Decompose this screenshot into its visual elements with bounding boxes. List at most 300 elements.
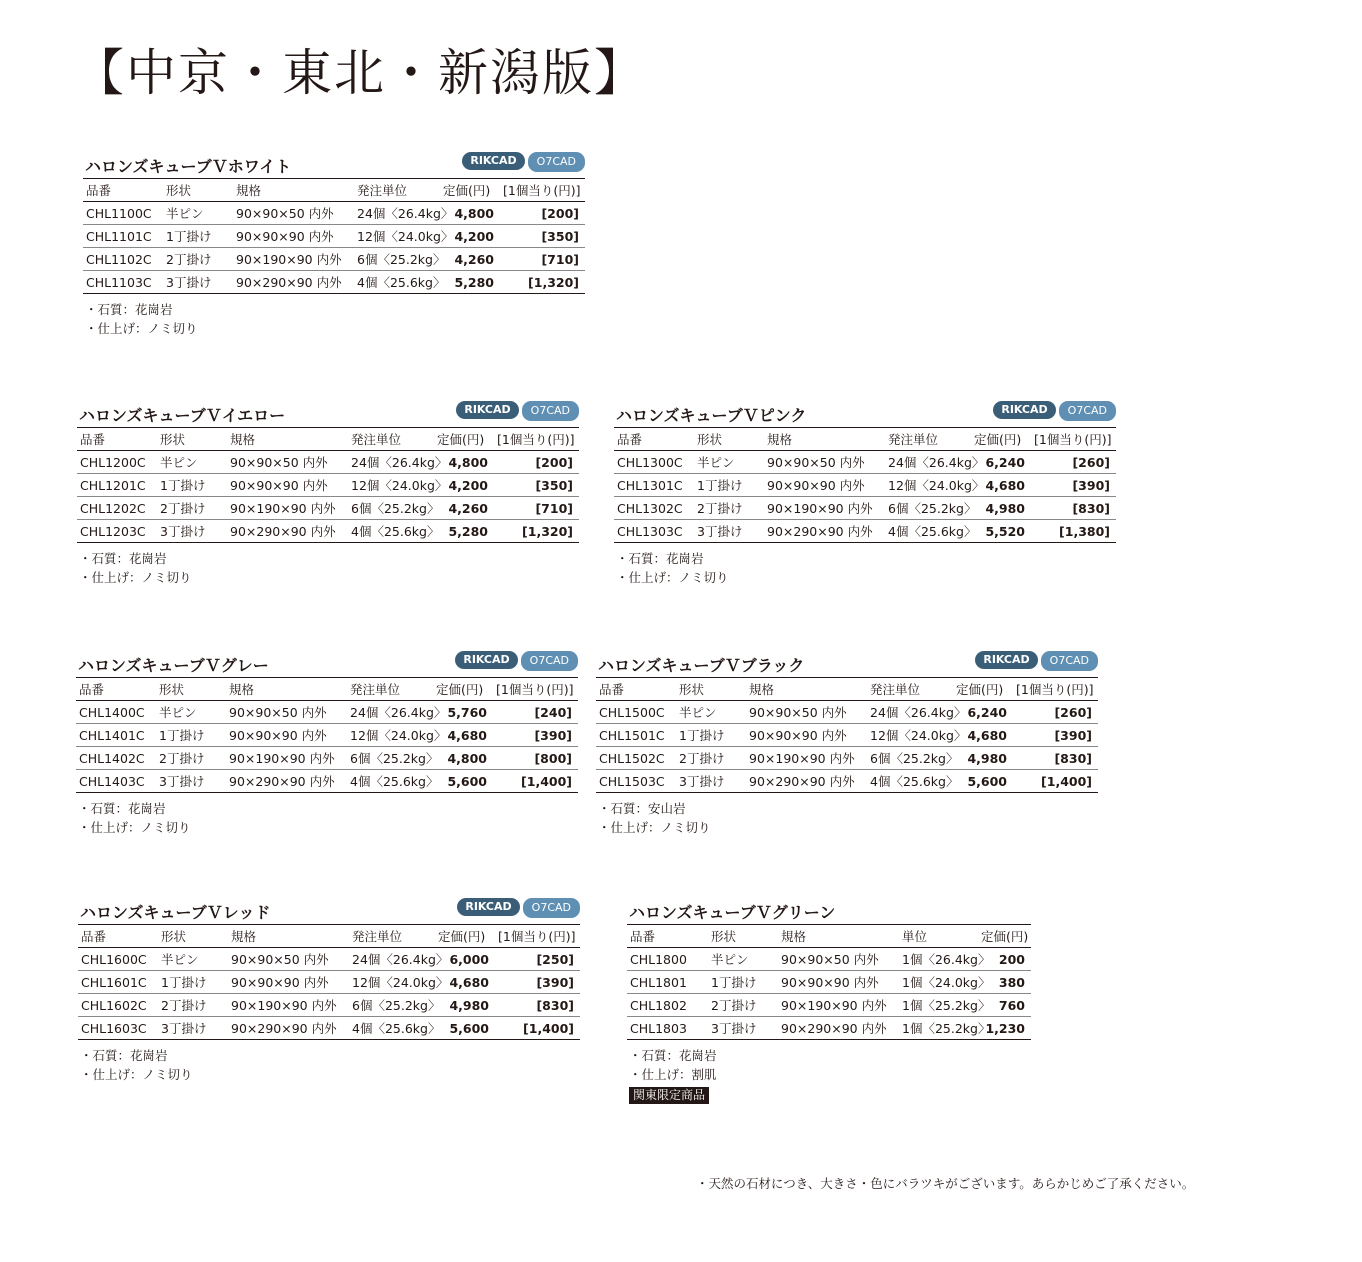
- cell-spec: 90×290×90 内外: [231, 1021, 337, 1036]
- cell-shape: 半ピン: [676, 701, 746, 724]
- product-block-red: [78, 896, 580, 1084]
- header-per-piece: [1個当り(円)]: [500, 179, 585, 202]
- cell-per-piece: [390]: [495, 971, 580, 994]
- cell-shape: 1丁掛け: [158, 971, 228, 994]
- cell-price: 4,800: [440, 202, 500, 225]
- header-shape: 形状: [156, 678, 226, 701]
- header-spec: 規格: [764, 428, 885, 451]
- table-row: [614, 474, 1116, 497]
- cell-shape: 3丁掛け: [161, 1021, 207, 1036]
- table-row: [76, 747, 578, 770]
- cell-price: 5,600: [447, 773, 487, 789]
- cell-price: 5,760: [433, 701, 493, 724]
- o7cad-badge[interactable]: O7CAD: [521, 651, 578, 671]
- table-row: [77, 451, 579, 474]
- footer-note: ・天然の石材につき、大きさ・色にバラツキがございます。あらかじめご了承ください。: [696, 1176, 1195, 1191]
- block-header: [77, 399, 579, 427]
- rikcad-badge[interactable]: RIKCAD: [457, 898, 519, 916]
- block-header: [83, 150, 585, 178]
- cell-unit: 12個〈24.0kg〉: [867, 724, 953, 747]
- header-spec: 規格: [746, 678, 867, 701]
- rikcad-badge[interactable]: RIKCAD: [455, 651, 517, 669]
- cell-code: CHL1600C: [78, 948, 158, 971]
- cell-shape: 3丁掛け: [679, 774, 725, 789]
- cell-per-piece: [260]: [1013, 701, 1098, 724]
- cell-spec: 90×190×90 内外: [226, 747, 347, 770]
- cell-spec: 90×90×50 内外: [746, 701, 867, 724]
- o7cad-badge[interactable]: O7CAD: [522, 401, 579, 421]
- cell-spec: 90×190×90 内外: [227, 497, 348, 520]
- cell-price: 6,000: [435, 948, 495, 971]
- cell-per-piece: [240]: [493, 701, 578, 724]
- cell-per-piece: [1,400]: [523, 1020, 574, 1036]
- cell-unit: 12個〈24.0kg〉: [354, 225, 440, 248]
- table-row: [78, 971, 580, 994]
- cell-price: 4,260: [434, 497, 494, 520]
- product-note: ・石質：花崗岩: [85, 302, 173, 317]
- cell-price: 4,800: [434, 451, 494, 474]
- cell-unit: 24個〈26.4kg〉: [347, 701, 433, 724]
- table-row: [627, 994, 1031, 1017]
- cell-shape: 2丁掛け: [156, 747, 226, 770]
- cell-shape: 2丁掛け: [708, 994, 778, 1017]
- product-title: ハロンズキューブＶグリーン: [629, 903, 836, 922]
- cell-price: 380: [978, 971, 1031, 994]
- cell-shape: 3丁掛け: [166, 275, 212, 290]
- cell-price: 6,240: [971, 451, 1031, 474]
- header-code: 品番: [596, 678, 676, 701]
- cell-shape: 3丁掛け: [160, 524, 206, 539]
- product-title: ハロンズキューブＶブラック: [598, 656, 805, 675]
- cell-code: CHL1103C: [86, 274, 152, 290]
- cell-unit: 12個〈24.0kg〉: [885, 474, 971, 497]
- product-note: ・仕上げ：ノミ切り: [78, 820, 191, 835]
- product-notes: [83, 300, 585, 338]
- product-title: ハロンズキューブＶピンク: [616, 406, 807, 425]
- cell-unit: 1個〈25.2kg〉: [902, 1021, 991, 1036]
- product-notes: [78, 1046, 580, 1084]
- cell-unit: 12個〈24.0kg〉: [349, 971, 435, 994]
- rikcad-badge[interactable]: RIKCAD: [462, 152, 524, 170]
- cell-price: 5,280: [448, 523, 488, 539]
- table-row: [77, 520, 579, 543]
- cell-shape: 1丁掛け: [676, 724, 746, 747]
- cell-price: 4,980: [435, 994, 495, 1017]
- cell-spec: 90×90×50 内外: [228, 948, 349, 971]
- cell-code: CHL1500C: [596, 701, 676, 724]
- cell-unit: 4個〈25.6kg〉: [351, 524, 440, 539]
- cell-spec: 90×190×90 内外: [228, 994, 349, 1017]
- header-price: 定価(円): [434, 428, 494, 451]
- spec-table: [77, 427, 579, 543]
- region-limited-tag: 関東限定商品: [629, 1087, 709, 1104]
- header-shape: 形状: [676, 678, 746, 701]
- cell-unit: 4個〈25.6kg〉: [888, 524, 977, 539]
- product-notes: [77, 549, 579, 587]
- header-price: 定価(円): [953, 678, 1013, 701]
- cell-shape: 2丁掛け: [694, 497, 764, 520]
- cell-price: 4,980: [953, 747, 1013, 770]
- product-note: ・石質：花崗岩: [80, 1048, 168, 1063]
- cell-price: 4,680: [971, 474, 1031, 497]
- cell-per-piece: [830]: [495, 994, 580, 1017]
- cell-price: 4,680: [953, 724, 1013, 747]
- cell-spec: 90×90×50 内外: [778, 948, 899, 971]
- cell-code: CHL1202C: [77, 497, 157, 520]
- cell-spec: 90×290×90 内外: [781, 1021, 887, 1036]
- product-block-pink: [614, 399, 1116, 587]
- cell-spec: 90×190×90 内外: [233, 248, 354, 271]
- cell-spec: 90×90×50 内外: [227, 451, 348, 474]
- cell-spec: 90×190×90 内外: [746, 747, 867, 770]
- table-row: [77, 474, 579, 497]
- cell-spec: 90×90×50 内外: [764, 451, 885, 474]
- header-code: 品番: [76, 678, 156, 701]
- table-row: [78, 994, 580, 1017]
- product-note: ・石質：花崗岩: [78, 801, 166, 816]
- cell-unit: 6個〈25.2kg〉: [885, 497, 971, 520]
- cell-unit: 24個〈26.4kg〉: [885, 451, 971, 474]
- cell-price: 200: [978, 948, 1031, 971]
- cell-unit: 1個〈26.4kg〉: [899, 948, 978, 971]
- table-row: [83, 271, 585, 294]
- cell-code: CHL1802: [627, 994, 708, 1017]
- cell-price: 4,200: [440, 225, 500, 248]
- cell-spec: 90×90×90 内外: [746, 724, 867, 747]
- product-note: ・仕上げ：ノミ切り: [85, 321, 198, 336]
- cell-spec: 90×90×90 内外: [778, 971, 899, 994]
- cell-shape: 2丁掛け: [158, 994, 228, 1017]
- cell-price: 5,280: [454, 274, 494, 290]
- cell-shape: 2丁掛け: [163, 248, 233, 271]
- cell-code: CHL1501C: [596, 724, 676, 747]
- page-title: 【中京・東北・新潟版】: [74, 44, 646, 102]
- cell-code: CHL1400C: [76, 701, 156, 724]
- rikcad-badge[interactable]: RIKCAD: [993, 401, 1055, 419]
- table-row: [596, 724, 1098, 747]
- cell-code: CHL1602C: [78, 994, 158, 1017]
- table-row: [78, 1017, 580, 1040]
- cell-spec: 90×90×50 内外: [233, 202, 354, 225]
- product-notes: [627, 1046, 1031, 1104]
- cell-price: 1,230: [985, 1020, 1025, 1036]
- cad-badges: [455, 651, 578, 671]
- header-code: 品番: [83, 179, 163, 202]
- cell-code: CHL1800: [627, 948, 708, 971]
- cell-per-piece: [710]: [494, 497, 579, 520]
- header-price: 定価(円): [433, 678, 493, 701]
- product-notes: [596, 799, 1098, 837]
- cell-spec: 90×190×90 内外: [778, 994, 899, 1017]
- cell-per-piece: [200]: [494, 451, 579, 474]
- header-code: 品番: [77, 428, 157, 451]
- cell-shape: 1丁掛け: [708, 971, 778, 994]
- header-code: 品番: [614, 428, 694, 451]
- cad-badges: [456, 401, 579, 421]
- header-code: 品番: [78, 925, 158, 948]
- cell-unit: 6個〈25.2kg〉: [349, 994, 435, 1017]
- cell-code: CHL1102C: [83, 248, 163, 271]
- product-block-green: [627, 896, 1031, 1104]
- cell-per-piece: [710]: [500, 248, 585, 271]
- cell-per-piece: [830]: [1031, 497, 1116, 520]
- product-note: ・石質：安山岩: [598, 801, 686, 816]
- cell-code: CHL1403C: [79, 773, 145, 789]
- product-title: ハロンズキューブＶグレー: [78, 656, 269, 675]
- cell-per-piece: [350]: [494, 474, 579, 497]
- header-spec: 規格: [227, 428, 348, 451]
- cell-shape: 1丁掛け: [163, 225, 233, 248]
- table-row: [614, 451, 1116, 474]
- block-header: [614, 399, 1116, 427]
- table-row: [76, 724, 578, 747]
- cell-spec: 90×290×90 内外: [230, 524, 336, 539]
- cell-price: 4,800: [433, 747, 493, 770]
- cell-price: 4,200: [434, 474, 494, 497]
- cell-price: 4,980: [971, 497, 1031, 520]
- cell-unit: 12個〈24.0kg〉: [348, 474, 434, 497]
- table-row: [83, 248, 585, 271]
- cell-code: CHL1300C: [614, 451, 694, 474]
- table-header-row: [614, 428, 1116, 451]
- table-row: [627, 971, 1031, 994]
- cell-spec: 90×290×90 内外: [229, 774, 335, 789]
- cell-per-piece: [1,320]: [522, 523, 573, 539]
- cell-per-piece: [350]: [500, 225, 585, 248]
- cell-unit: 12個〈24.0kg〉: [347, 724, 433, 747]
- table-row: [614, 520, 1116, 543]
- cell-unit: 24個〈26.4kg〉: [348, 451, 434, 474]
- product-note: ・石質：花崗岩: [616, 551, 704, 566]
- o7cad-badge[interactable]: O7CAD: [523, 898, 580, 918]
- cell-price: 4,680: [433, 724, 493, 747]
- product-notes: [76, 799, 578, 837]
- cell-spec: 90×290×90 内外: [236, 275, 342, 290]
- header-per-piece: [1個当り(円)]: [495, 925, 580, 948]
- cell-shape: 2丁掛け: [157, 497, 227, 520]
- header-code: 品番: [627, 925, 708, 948]
- cell-code: CHL1200C: [77, 451, 157, 474]
- cell-shape: 1丁掛け: [156, 724, 226, 747]
- cell-shape: 半ピン: [708, 948, 778, 971]
- header-spec: 規格: [778, 925, 899, 948]
- product-notes: [614, 549, 1116, 587]
- table-row: [596, 747, 1098, 770]
- header-per-piece: [1個当り(円)]: [1031, 428, 1116, 451]
- cad-badges: [457, 898, 580, 918]
- cell-shape: 半ピン: [158, 948, 228, 971]
- cell-code: CHL1801: [627, 971, 708, 994]
- table-row: [83, 225, 585, 248]
- cell-unit: 6個〈25.2kg〉: [348, 497, 434, 520]
- cell-per-piece: [1,400]: [1041, 773, 1092, 789]
- cell-price: 6,240: [953, 701, 1013, 724]
- cell-per-piece: [200]: [500, 202, 585, 225]
- table-header-row: [77, 428, 579, 451]
- table-header-row: [596, 678, 1098, 701]
- cell-per-piece: [390]: [1031, 474, 1116, 497]
- header-per-piece: [1個当り(円)]: [494, 428, 579, 451]
- cell-code: CHL1302C: [614, 497, 694, 520]
- header-unit: 発注単位: [354, 179, 440, 202]
- cell-code: CHL1503C: [599, 773, 665, 789]
- cell-per-piece: [1,400]: [521, 773, 572, 789]
- table-row: [83, 202, 585, 225]
- header-shape: 形状: [163, 179, 233, 202]
- cell-unit: 6個〈25.2kg〉: [347, 747, 433, 770]
- cell-code: CHL1601C: [78, 971, 158, 994]
- cell-per-piece: [1,320]: [528, 274, 579, 290]
- table-row: [596, 701, 1098, 724]
- cell-unit: 4個〈25.6kg〉: [870, 774, 959, 789]
- product-note: ・仕上げ：ノミ切り: [616, 570, 729, 585]
- cell-unit: 4個〈25.6kg〉: [357, 275, 446, 290]
- header-unit: 発注単位: [347, 678, 433, 701]
- cell-code: CHL1101C: [83, 225, 163, 248]
- cell-unit: 4個〈25.6kg〉: [350, 774, 439, 789]
- table-row: [596, 770, 1098, 793]
- cell-price: 5,520: [985, 523, 1025, 539]
- o7cad-badge[interactable]: O7CAD: [528, 152, 585, 172]
- cell-price: 4,680: [435, 971, 495, 994]
- cad-badges: [462, 152, 585, 172]
- header-shape: 形状: [157, 428, 227, 451]
- product-note: ・仕上げ：ノミ切り: [79, 570, 192, 585]
- cell-price: 760: [978, 994, 1031, 1017]
- cell-shape: 半ピン: [163, 202, 233, 225]
- cell-spec: 90×90×90 内外: [228, 971, 349, 994]
- product-note: ・石質：花崗岩: [79, 551, 167, 566]
- header-price: 定価(円): [978, 925, 1031, 948]
- cell-per-piece: [390]: [1013, 724, 1098, 747]
- table-row: [76, 701, 578, 724]
- header-unit: 発注単位: [885, 428, 971, 451]
- product-note: ・石質：花崗岩: [629, 1048, 717, 1063]
- cell-shape: 2丁掛け: [676, 747, 746, 770]
- cell-spec: 90×90×50 内外: [226, 701, 347, 724]
- cell-shape: 1丁掛け: [157, 474, 227, 497]
- cell-price: 5,600: [967, 773, 1007, 789]
- cell-code: CHL1303C: [617, 523, 683, 539]
- cell-per-piece: [390]: [493, 724, 578, 747]
- cell-shape: 3丁掛け: [697, 524, 743, 539]
- cell-price: 5,600: [449, 1020, 489, 1036]
- product-block-black: [596, 649, 1098, 837]
- o7cad-badge[interactable]: O7CAD: [1041, 651, 1098, 671]
- header-unit: 単位: [899, 925, 978, 948]
- cell-unit: 6個〈25.2kg〉: [354, 248, 440, 271]
- cell-code: CHL1201C: [77, 474, 157, 497]
- header-spec: 規格: [233, 179, 354, 202]
- cell-unit: 6個〈25.2kg〉: [867, 747, 953, 770]
- header-shape: 形状: [708, 925, 778, 948]
- table-row: [78, 948, 580, 971]
- spec-table: [76, 677, 578, 793]
- cad-badges: [975, 651, 1098, 671]
- header-spec: 規格: [226, 678, 347, 701]
- cell-code: CHL1803: [630, 1020, 687, 1036]
- cell-spec: 90×290×90 内外: [767, 524, 873, 539]
- cell-price: 4,260: [440, 248, 500, 271]
- header-price: 定価(円): [971, 428, 1031, 451]
- spec-table: [596, 677, 1098, 793]
- header-unit: 発注単位: [348, 428, 434, 451]
- header-price: 定価(円): [440, 179, 500, 202]
- cell-unit: 24個〈26.4kg〉: [354, 202, 440, 225]
- cell-per-piece: [260]: [1031, 451, 1116, 474]
- header-shape: 形状: [158, 925, 228, 948]
- cell-spec: 90×90×90 内外: [227, 474, 348, 497]
- block-header: [596, 649, 1098, 677]
- product-title: ハロンズキューブＶレッド: [80, 903, 271, 922]
- table-header-row: [627, 925, 1031, 948]
- product-block-yellow: [77, 399, 579, 587]
- table-header-row: [78, 925, 580, 948]
- product-title: ハロンズキューブＶイエロー: [79, 406, 286, 425]
- cad-badges: [993, 401, 1116, 421]
- table-row: [614, 497, 1116, 520]
- cell-spec: 90×90×90 内外: [226, 724, 347, 747]
- cell-spec: 90×290×90 内外: [749, 774, 855, 789]
- cell-per-piece: [1,380]: [1059, 523, 1110, 539]
- cell-unit: 1個〈24.0kg〉: [899, 971, 978, 994]
- product-block-grey: [76, 649, 578, 837]
- cell-per-piece: [830]: [1013, 747, 1098, 770]
- cell-code: CHL1402C: [76, 747, 156, 770]
- cell-spec: 90×90×90 内外: [764, 474, 885, 497]
- cell-spec: 90×90×90 内外: [233, 225, 354, 248]
- block-header: [78, 896, 580, 924]
- cell-spec: 90×190×90 内外: [764, 497, 885, 520]
- table-row: [627, 1017, 1031, 1040]
- product-title: ハロンズキューブＶホワイト: [85, 157, 292, 176]
- table-row: [627, 948, 1031, 971]
- cell-code: CHL1502C: [596, 747, 676, 770]
- spec-table: [83, 178, 585, 294]
- product-note: ・仕上げ：ノミ切り: [80, 1067, 193, 1082]
- table-row: [76, 770, 578, 793]
- spec-table: [627, 924, 1031, 1040]
- header-price: 定価(円): [435, 925, 495, 948]
- cell-code: CHL1203C: [80, 523, 146, 539]
- rikcad-badge[interactable]: RIKCAD: [456, 401, 518, 419]
- cell-shape: 3丁掛け: [159, 774, 205, 789]
- product-block-white: [83, 150, 585, 338]
- cell-shape: 1丁掛け: [694, 474, 764, 497]
- cell-code: CHL1301C: [614, 474, 694, 497]
- spec-table: [614, 427, 1116, 543]
- cell-code: CHL1401C: [76, 724, 156, 747]
- rikcad-badge[interactable]: RIKCAD: [975, 651, 1037, 669]
- block-header: [627, 896, 1031, 924]
- table-row: [77, 497, 579, 520]
- header-spec: 規格: [228, 925, 349, 948]
- spec-table: [78, 924, 580, 1040]
- table-header-row: [76, 678, 578, 701]
- cell-shape: 半ピン: [157, 451, 227, 474]
- cell-unit: 4個〈25.6kg〉: [352, 1021, 441, 1036]
- cell-unit: 24個〈26.4kg〉: [349, 948, 435, 971]
- product-note: ・仕上げ：ノミ切り: [598, 820, 711, 835]
- cell-code: CHL1603C: [81, 1020, 147, 1036]
- cell-per-piece: [250]: [495, 948, 580, 971]
- header-per-piece: [1個当り(円)]: [1013, 678, 1098, 701]
- o7cad-badge[interactable]: O7CAD: [1059, 401, 1116, 421]
- header-unit: 発注単位: [349, 925, 435, 948]
- cell-shape: 半ピン: [694, 451, 764, 474]
- header-unit: 発注単位: [867, 678, 953, 701]
- block-header: [76, 649, 578, 677]
